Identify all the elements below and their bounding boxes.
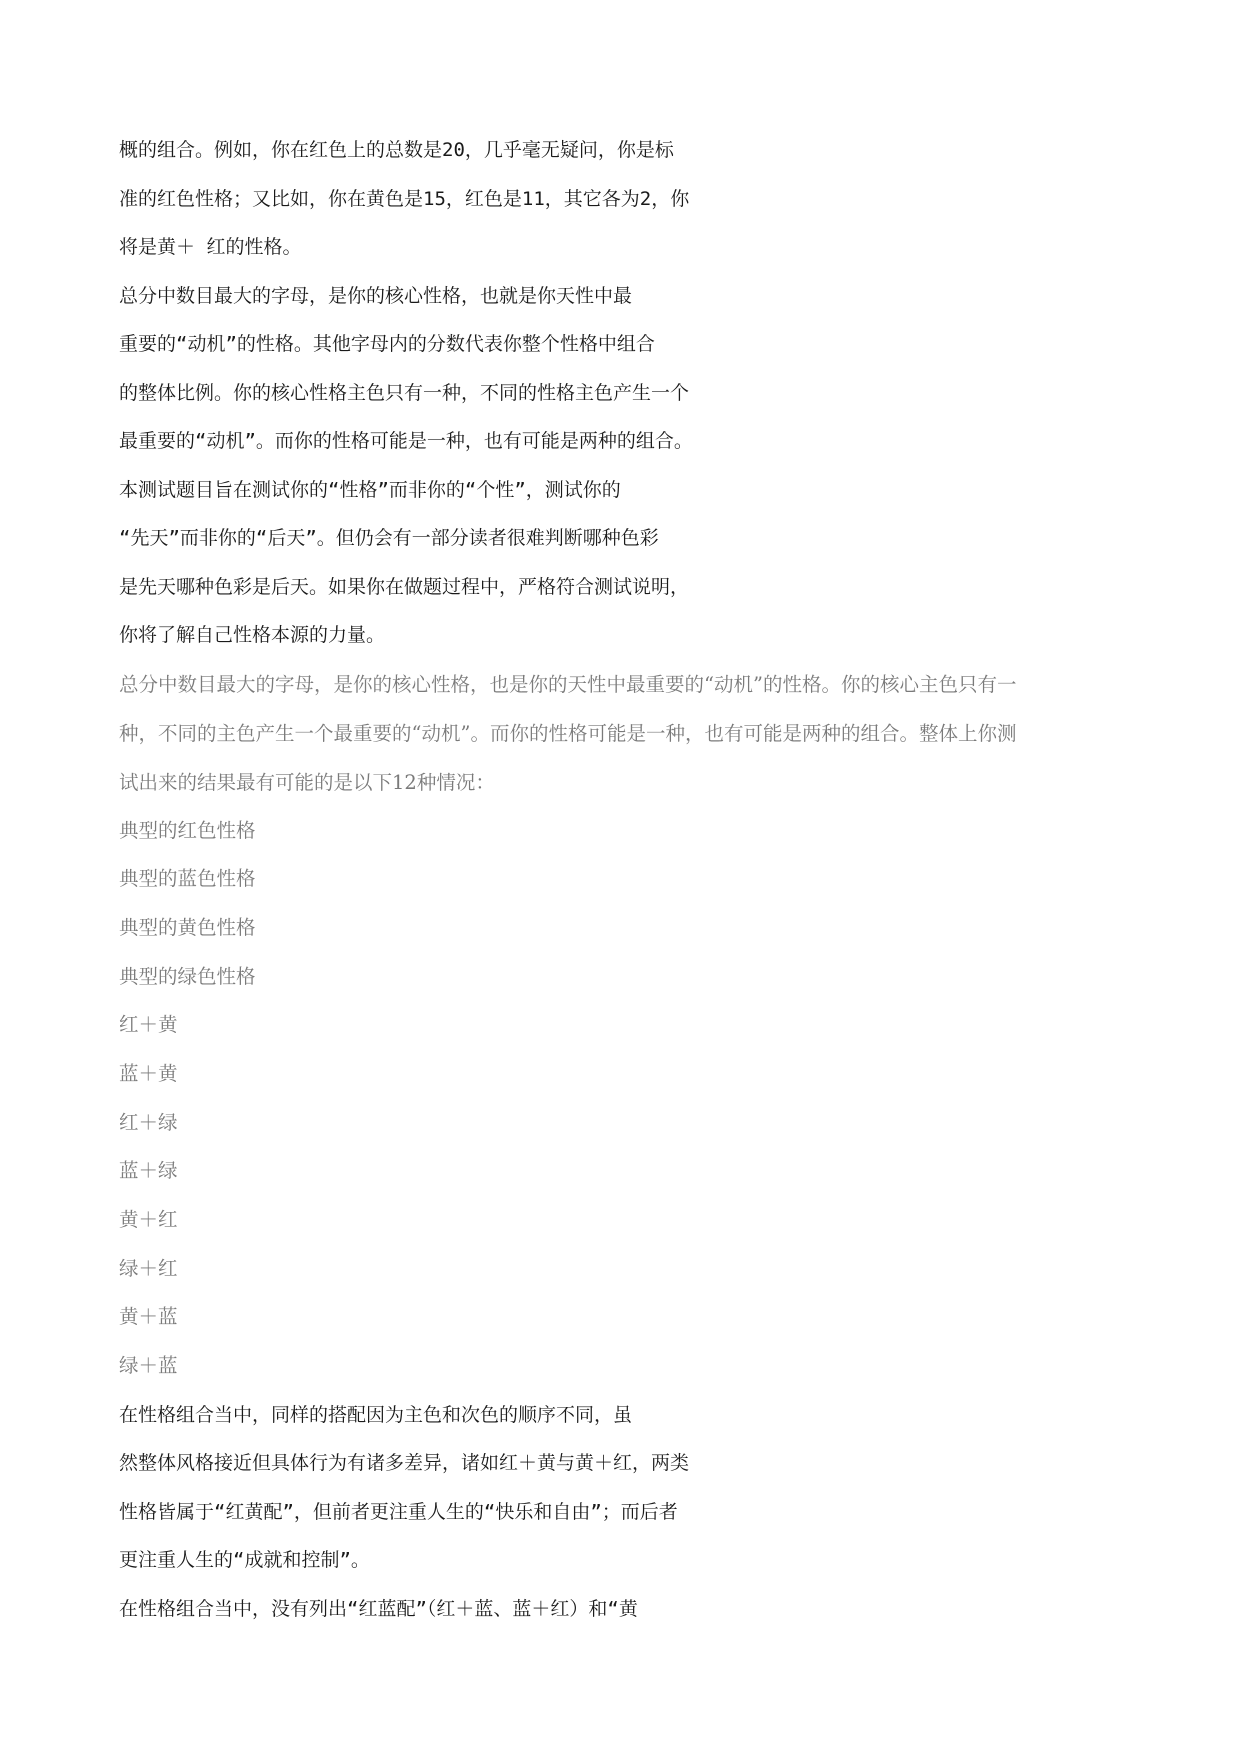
list-item: 绿＋红	[119, 1256, 178, 1280]
list-item: 绿＋蓝	[119, 1354, 178, 1378]
list-item: 黄＋蓝	[119, 1305, 178, 1329]
list-item: 蓝＋黄	[119, 1061, 178, 1085]
text-line: 性格皆属于“红黄配”，但前者更注重人生的“快乐和自由”；而后者	[119, 1500, 678, 1523]
paragraph-color-example	[119, 126, 1129, 272]
document-content	[119, 126, 1129, 1633]
text-line: 最重要的“动机”。而你的性格可能是一种，也有可能是两种的组合。	[119, 430, 693, 452]
text-line: 然整体风格接近但具体行为有诸多差异，诸如红＋黄与黄＋红，两类	[119, 1452, 690, 1475]
text-line: 在性格组合当中，没有列出“红蓝配”（红＋蓝、蓝＋红）和“黄	[119, 1597, 638, 1620]
list-item: 蓝＋绿	[119, 1159, 178, 1183]
text-line: 是先天哪种色彩是后天。如果你在做题过程中，严格符合测试说明，	[119, 575, 690, 598]
text-line: 概的组合。例如，你在红色上的总数是20，几乎毫无疑问，你是标	[119, 139, 674, 161]
text-line: 你将了解自己性格本源的力量。	[119, 624, 386, 646]
list-item: 典型的红色性格	[119, 818, 256, 842]
list-item: 红＋绿	[119, 1110, 178, 1134]
text-line: 在性格组合当中，同样的搭配因为主色和次色的顺序不同，虽	[119, 1403, 633, 1426]
text-line: 将是黄＋ 红的性格。	[119, 236, 302, 258]
paragraph-not-listed	[119, 1585, 1129, 1634]
list-item: 典型的绿色性格	[119, 964, 256, 988]
combination-list	[119, 807, 1129, 1391]
text-line: 重要的“动机”的性格。其他字母内的分数代表你整个性格中组合	[119, 333, 655, 355]
text-line: “先天”而非你的“后天”。但仍会有一部分读者很难判断哪种色彩	[119, 527, 659, 549]
text-line: 的整体比例。你的核心性格主色只有一种，不同的性格主色产生一个	[119, 381, 690, 404]
text-line: 总分中数目最大的字母，是你的核心性格，也是你的天性中最重要的“动机”的性格。你的核心主色只有一	[119, 672, 1017, 696]
paragraph-combination-order	[119, 1391, 1129, 1585]
text-line: 试出来的结果最有可能的是以下12种情况：	[119, 770, 495, 794]
text-line: 准的红色性格；又比如，你在黄色是15，红色是11，其它各为2，你	[119, 187, 690, 210]
list-item: 黄＋红	[119, 1208, 178, 1231]
list-item: 典型的蓝色性格	[119, 867, 256, 891]
text-line: 种，不同的主色产生一个最重要的“动机”。而你的性格可能是一种，也有可能是两种的组合。整体上你测	[119, 721, 1017, 745]
paragraph-gray-summary	[119, 660, 1129, 807]
paragraph-core-personality	[119, 272, 1129, 466]
text-line: 总分中数目最大的字母，是你的核心性格，也就是你天性中最	[119, 284, 633, 307]
list-item: 红＋黄	[119, 1013, 178, 1037]
text-line: 本测试题目旨在测试你的“性格”而非你的“个性”，测试你的	[119, 478, 621, 501]
paragraph-test-purpose	[119, 466, 1129, 660]
text-line: 更注重人生的“成就和控制”。	[119, 1549, 370, 1572]
list-item: 典型的黄色性格	[119, 915, 256, 939]
